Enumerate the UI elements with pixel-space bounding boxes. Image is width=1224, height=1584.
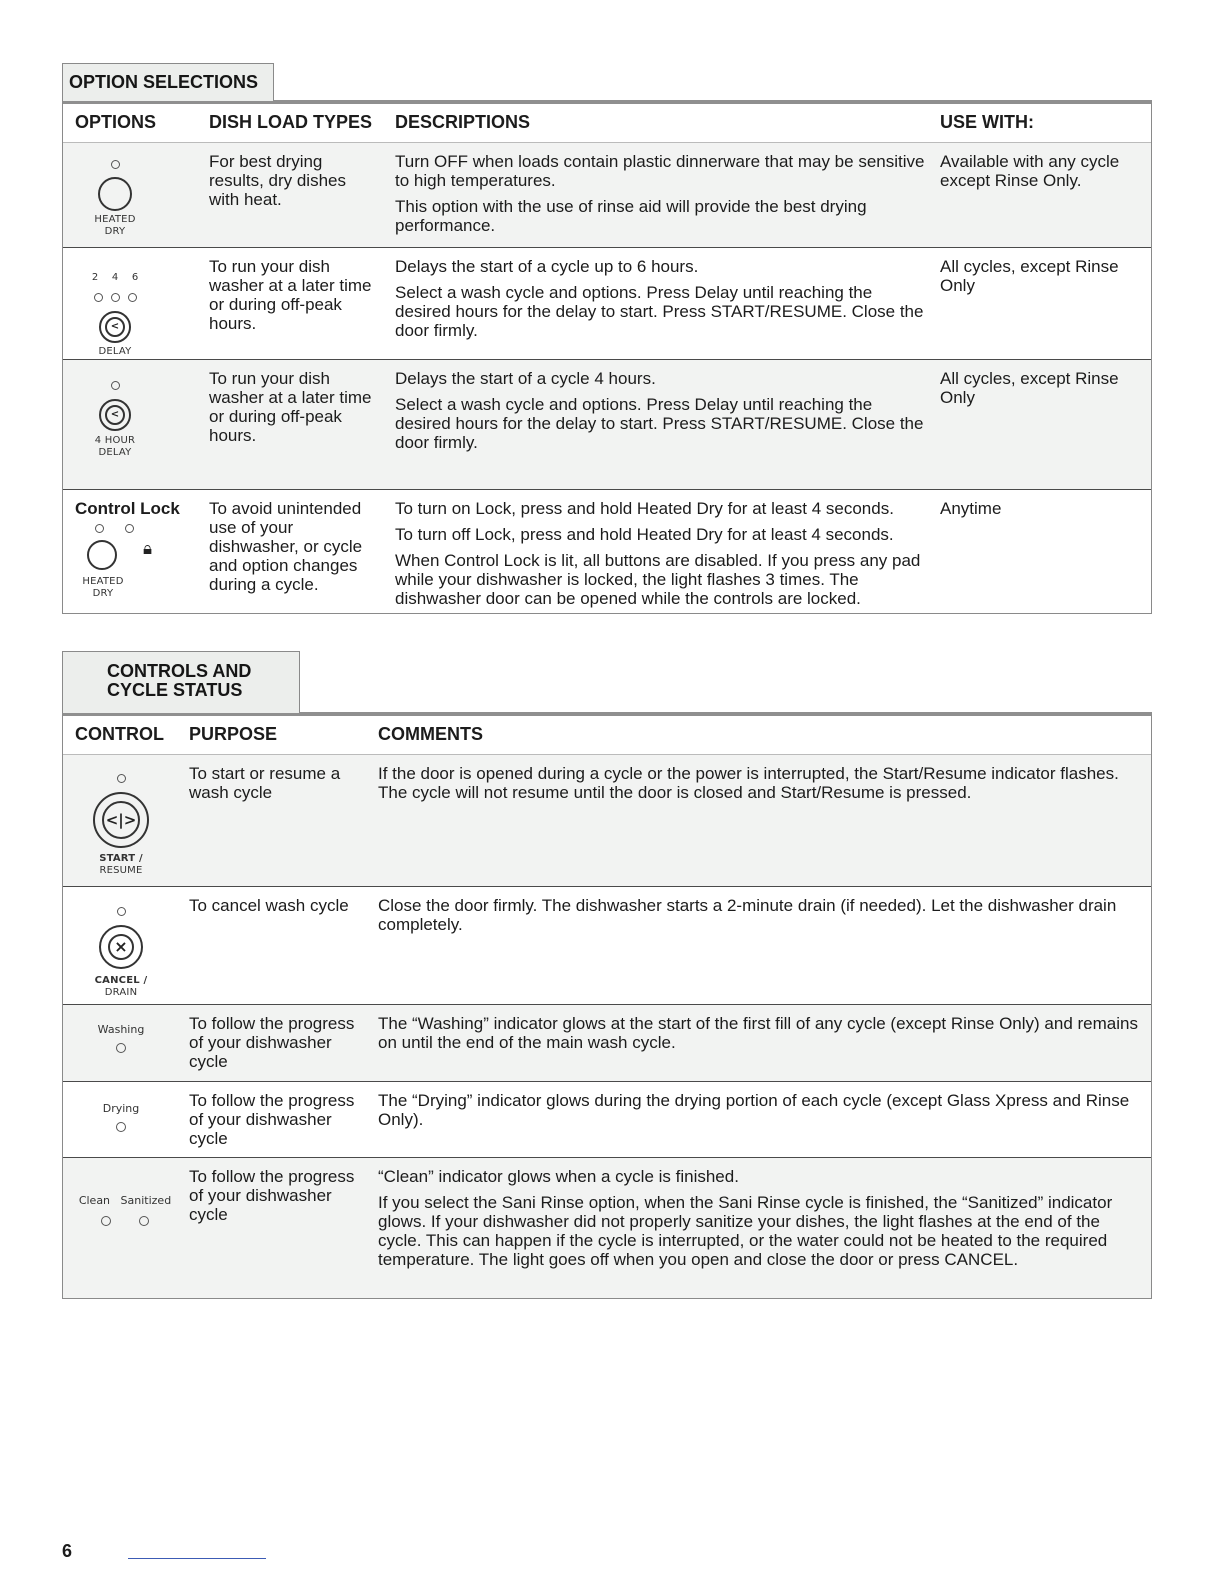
four-hour-delay-control (85, 376, 145, 459)
indicator-light-icon (111, 160, 120, 169)
delay-hour-numbers: 2 4 6 (91, 272, 139, 283)
control-label: HEATED DRY (82, 576, 124, 599)
cancel-drain-button-icon (99, 925, 143, 969)
indicator-light-icon (125, 524, 134, 533)
indicator-light-icon (95, 524, 104, 533)
control-label: HEATED DRY (94, 214, 136, 237)
description-text: Delays the start of a cycle 4 hours. Select a wash cycle and options. Press Delay until reaching the desired hours for the delay to start. Press START/RESUME. Close the door firmly. (395, 369, 924, 452)
indicator-light-icon (101, 1216, 111, 1226)
table-row (63, 360, 1151, 490)
control-lock-title: Control Lock (75, 499, 180, 518)
indicator-light-icon (117, 907, 126, 916)
table-header (63, 104, 1151, 143)
controls-status-table (62, 712, 1152, 1299)
header-options: OPTIONS (75, 112, 157, 132)
control-label: Washing (97, 1023, 145, 1036)
lock-icon: 🔒︎ (143, 539, 153, 559)
comments-text: “Clean” indicator glows when a cycle is finished. If you select the Sani Rinse option, when the Sani Rinse cycle is finished, the “Sanitized” indicator glows. If your dishwasher did not properly sanitize your dishes, the light flashes at the end of the cycle. This can happen if the cycle is interrupted, or the water could not be heated to the required temperature. The light goes off when you open and close the door or press CANCEL. (378, 1167, 1113, 1269)
table-row (63, 490, 1151, 613)
control-label: DELAY (98, 346, 132, 357)
table-row (63, 1158, 1151, 1298)
purpose-text: To start or resume a wash cycle (189, 764, 341, 802)
indicator-light-icon (111, 293, 120, 302)
indicator-light-icon (116, 1122, 126, 1132)
washing-indicator (83, 1020, 159, 1058)
dish-load-text: To avoid unintended use of your dishwasher, or cycle and option changes during a cycle. (209, 499, 363, 594)
clean-sanitized-indicators (75, 1191, 175, 1231)
purpose-text: To follow the progress of your dishwasher cycle (189, 1091, 355, 1148)
table-row (63, 1082, 1151, 1158)
clock-icon: < (105, 317, 125, 337)
description-text: To turn on Lock, press and hold Heated Dry for at least 4 seconds. To turn off Lock, press and hold Heated Dry for at least 4 seconds. When Control Lock is lit, all buttons are disabled. If you press any pad while your dishwasher is locked, the light flashes 3 times. The dishwasher door can be opened while the controls are locked. (395, 499, 921, 608)
heated-dry-control (85, 155, 145, 238)
dish-load-text: To run your dish washer at a later time or during off-peak hours. (209, 369, 372, 445)
table-header (63, 716, 1151, 755)
table-row (63, 1005, 1151, 1082)
delay-button-icon (99, 311, 131, 343)
indicator-light-icon (139, 1216, 149, 1226)
table-row (63, 887, 1151, 1005)
header-control: CONTROL (75, 724, 164, 744)
header-use-with: USE WITH: (940, 112, 1034, 132)
control-label: CANCEL / DRAIN (94, 975, 148, 998)
clock-icon: < (105, 405, 125, 425)
use-with-text: Anytime (940, 499, 1002, 518)
header-dish-load-types: DISH LOAD TYPES (209, 112, 373, 132)
indicator-light-icon (116, 1043, 126, 1053)
start-resume-button-icon (93, 792, 149, 848)
delay-control (83, 266, 147, 358)
control-label: START / RESUME (99, 853, 143, 876)
comments-text: Close the door firmly. The dishwasher starts a 2-minute drain (if needed). Let the dishwasher drain completely. (378, 896, 1117, 934)
indicator-light-icon (117, 774, 126, 783)
delay-indicator-lights (83, 288, 147, 307)
control-label: Drying (102, 1102, 140, 1115)
drying-indicator (83, 1099, 159, 1137)
heated-dry-button-icon (87, 540, 117, 570)
dish-load-text: To run your dish washer at a later time or during off-peak hours. (209, 257, 372, 333)
purpose-text: To follow the progress of your dishwasher cycle (189, 1014, 355, 1071)
option-selections-title: OPTION SELECTIONS (62, 63, 274, 101)
description-text: Delays the start of a cycle up to 6 hours. Select a wash cycle and options. Press Delay until reaching the desired hours for the delay to start. Press START/RESUME. Close the door firmly. (395, 257, 924, 340)
indicator-light-icon (94, 293, 103, 302)
use-with-text: All cycles, except Rinse Only (940, 369, 1119, 407)
control-label: 4 HOUR DELAY (94, 435, 136, 458)
use-with-text: Available with any cycle except Rinse Only. (940, 152, 1120, 190)
option-selections-section (62, 62, 1152, 614)
header-comments: COMMENTS (378, 724, 483, 744)
table-row (63, 248, 1151, 360)
comments-text: The “Drying” indicator glows during the drying portion of each cycle (except Glass Xpress and Rinse Only). (378, 1091, 1130, 1129)
cancel-x-icon: × (108, 934, 134, 960)
description-text: Turn OFF when loads contain plastic dinnerware that may be sensitive to high temperatures. This option with the use of rinse aid will provide the best drying performance. (395, 152, 925, 235)
heated-dry-button-icon (98, 177, 132, 211)
control-label: Clean Sanitized (78, 1194, 172, 1207)
header-purpose: PURPOSE (189, 724, 278, 744)
cancel-drain-control (83, 902, 159, 999)
comments-text: The “Washing” indicator glows at the start of the first fill of any cycle (except Rinse Only) and remains on until the end of the main wash cycle. (378, 1014, 1138, 1052)
four-hour-delay-button-icon (99, 399, 131, 431)
controls-status-title: CONTROLS AND CYCLE STATUS (62, 651, 300, 713)
control-lock-control (75, 499, 195, 600)
purpose-text: To follow the progress of your dishwasher cycle (189, 1167, 355, 1224)
footer-rule (128, 1558, 266, 1559)
controls-status-section (62, 650, 1152, 1299)
use-with-text: All cycles, except Rinse Only (940, 257, 1119, 295)
table-row (63, 755, 1151, 887)
start-pause-icon: <|> (102, 801, 140, 839)
table-row (63, 143, 1151, 248)
indicator-light-icon (111, 381, 120, 390)
indicator-light-icon (128, 293, 137, 302)
dish-load-text: For best drying results, dry dishes with heat. (209, 152, 346, 209)
start-resume-control (83, 769, 159, 877)
header-descriptions: DESCRIPTIONS (395, 112, 531, 132)
comments-text: If the door is opened during a cycle or the power is interrupted, the Start/Resume indicator flashes. The cycle will not resume until the door is closed and Start/Resume is pressed. (378, 764, 1119, 802)
purpose-text: To cancel wash cycle (189, 896, 349, 915)
option-selections-table (62, 100, 1152, 614)
page-number: 6 (62, 1541, 73, 1561)
